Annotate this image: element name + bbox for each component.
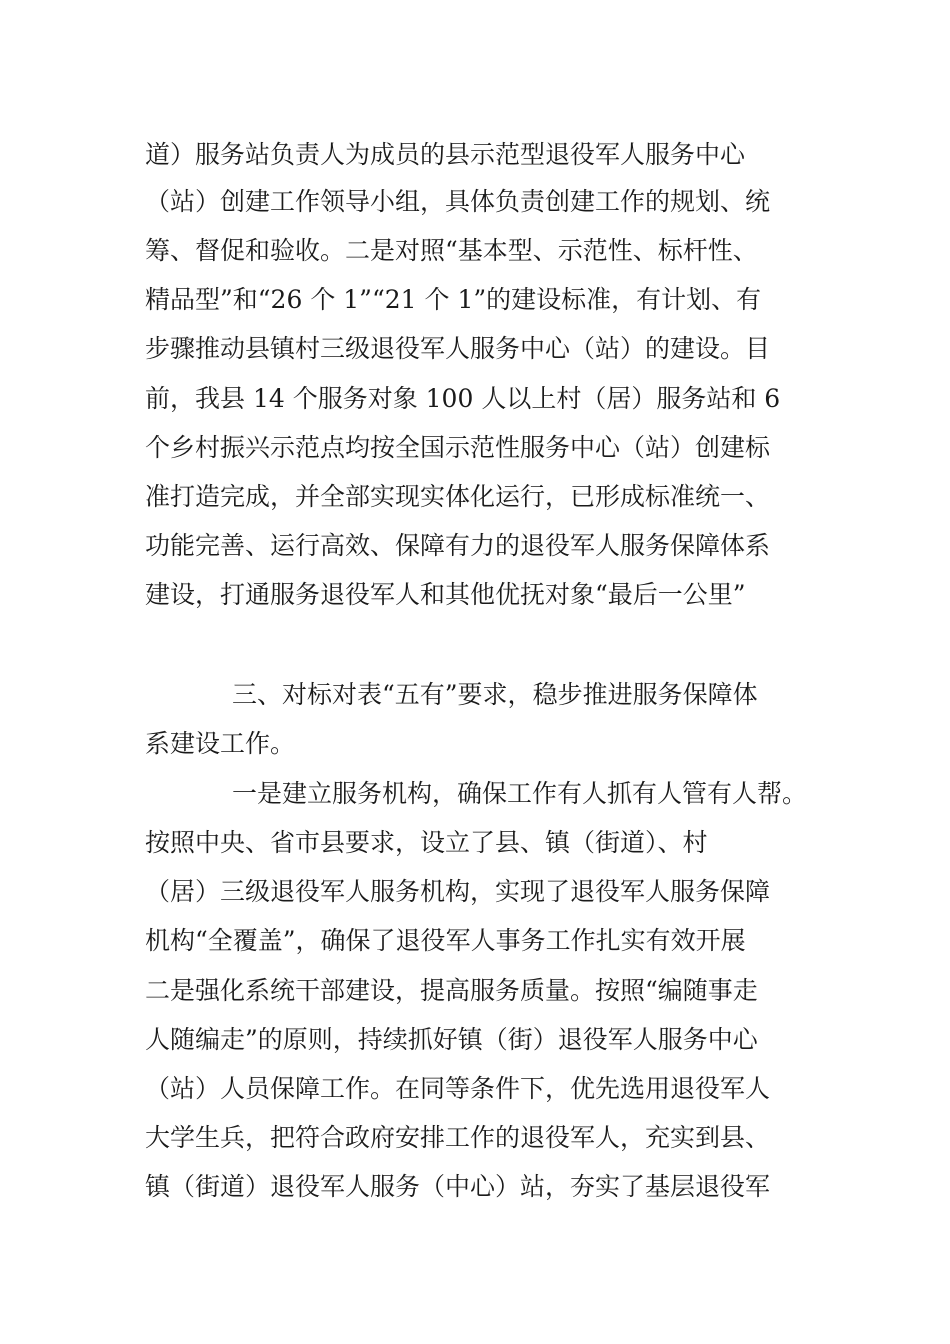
paragraph-line: 机构“全覆盖”，确保了退役军人事务工作扎实有效开展 bbox=[145, 926, 746, 955]
paragraph-line: 精品型”和“26 个 1”“21 个 1”的建设标准，有计划、有 bbox=[145, 285, 762, 314]
paragraph-line: 建设，打通服务退役军人和其他优抚对象“最后一公里” bbox=[145, 580, 746, 609]
section-heading: 三、对标对表“五有”要求，稳步推进服务保障体 bbox=[232, 680, 758, 709]
paragraph-line: 镇（街道）退役军人服务（中心）站，夯实了基层退役军 bbox=[145, 1172, 771, 1201]
paragraph-line: 个乡村振兴示范点均按全国示范性服务中心（站）创建标 bbox=[145, 433, 771, 462]
paragraph-line: 道）服务站负责人为成员的县示范型退役军人服务中心 bbox=[145, 140, 746, 169]
paragraph-line: 步骤推动县镇村三级退役军人服务中心（站）的建设。目 bbox=[145, 334, 771, 363]
paragraph-line: 功能完善、运行高效、保障有力的退役军人服务保障体系 bbox=[145, 531, 771, 560]
paragraph-line: 人随编走”的原则，持续抓好镇（街）退役军人服务中心 bbox=[145, 1025, 758, 1054]
paragraph-line: （站）创建工作领导小组，具体负责创建工作的规划、统 bbox=[145, 187, 771, 216]
paragraph-line: 准打造完成，并全部实现实体化运行，已形成标准统一、 bbox=[145, 482, 771, 511]
paragraph-line: （站）人员保障工作。在同等条件下，优先选用退役军人 bbox=[145, 1074, 771, 1103]
paragraph-line: 按照中央、省市县要求，设立了县、镇（街道）、村 bbox=[145, 828, 708, 857]
paragraph-line: （居）三级退役军人服务机构，实现了退役军人服务保障 bbox=[145, 877, 771, 906]
paragraph-first-line: 一是建立服务机构，确保工作有人抓有人管有人帮。 bbox=[232, 779, 808, 808]
paragraph-line: 二是强化系统干部建设，提高服务质量。按照“编随事走 bbox=[145, 976, 758, 1005]
paragraph-line: 前，我县 14 个服务对象 100 人以上村（居）服务站和 6 bbox=[145, 384, 781, 413]
section-heading-continued: 系建设工作。 bbox=[145, 729, 296, 758]
paragraph-line: 大学生兵，把符合政府安排工作的退役军人，充实到县、 bbox=[145, 1123, 771, 1152]
paragraph-line: 筹、督促和验收。二是对照“基本型、示范性、标杆性、 bbox=[145, 236, 758, 265]
